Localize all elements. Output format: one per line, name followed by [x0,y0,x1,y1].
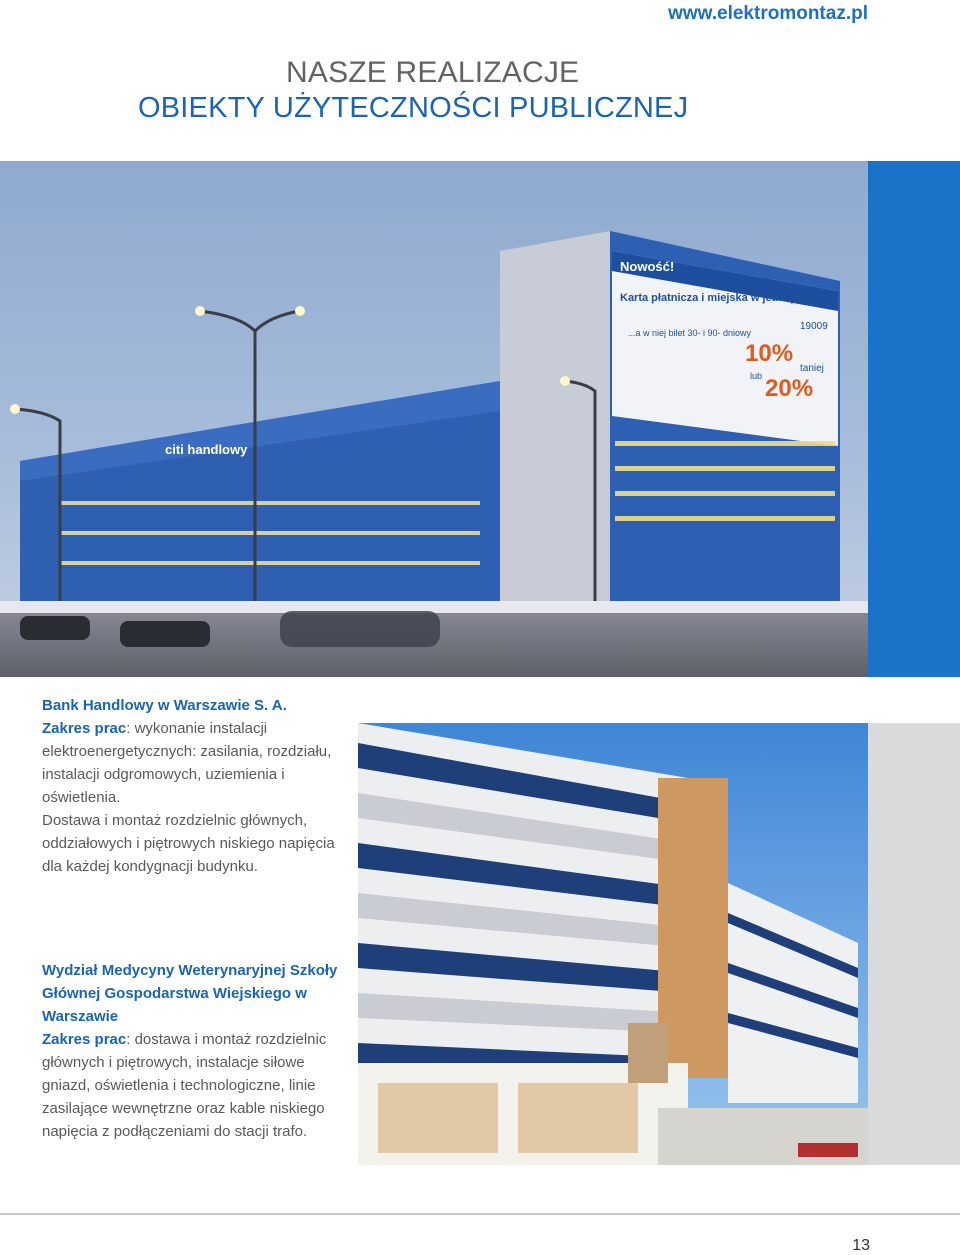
accent-side-bar [868,161,960,677]
website-url: www.elektromontaz.pl [668,3,868,24]
project-heading-1: Bank Handlowy w Warszawie S. A. [42,697,287,714]
veterinary-faculty-photo [358,723,868,1165]
scope-text-1: : wykonanie instalacji elektroenergetycznych: zasilania, rozdziału, instalacji odgromowych, uziemienia i oświetlenia. [42,720,332,806]
project-heading-2: Wydział Medycyny Weterynaryjnej Szkoły Głównej Gospodarstwa Wiejskiego w Warszawie [42,962,338,1025]
scope-text-2: : dostawa i montaż rozdzielnic głównych i piętrowych, instalacje siłowe gniazd, oświetlenia i technologiczne, linie zasilające wewnętrzne oraz kable niskiego napięcia z podłączeniami do stacji trafo. [42,1031,327,1140]
section-subtitle: OBIEKTY UŻYTECZNOŚCI PUBLICZNEJ [138,92,689,124]
billboard-text-1: Nowość! [620,259,675,274]
project-description-2 [42,959,342,1143]
gray-side-bar [868,723,960,1165]
project-description-1 [42,694,342,878]
building-sign: citi handlowy [165,442,248,457]
section-title: NASZE REALIZACJE [286,56,580,89]
project-extra-1: Dostawa i montaż rozdzielnic głównych, oddziałowych i piętrowych niskiego napięcia dla każdej kondygnacji budynku. [42,812,335,875]
page-number: 13 [852,1237,870,1254]
billboard-or: lub [750,371,763,381]
billboard-text-3: ...a w niej bilet 30- i 90- dniowy [628,328,752,338]
bank-handlowy-photo [0,161,868,677]
billboard-pct-1: 10% [745,340,794,367]
project-scope-1 [42,717,342,809]
billboard-pct-2: 20% [765,375,814,402]
project-scope-2 [42,1028,342,1143]
scope-label-1: Zakres prac [42,720,127,737]
billboard-cheaper: taniej [800,363,824,374]
billboard-phone: 19009 [800,321,828,332]
scope-label-2: Zakres prac [42,1031,127,1048]
footer-divider [0,1213,960,1215]
billboard-text-2: Karta płatnicza i miejska w jednej [620,292,795,304]
